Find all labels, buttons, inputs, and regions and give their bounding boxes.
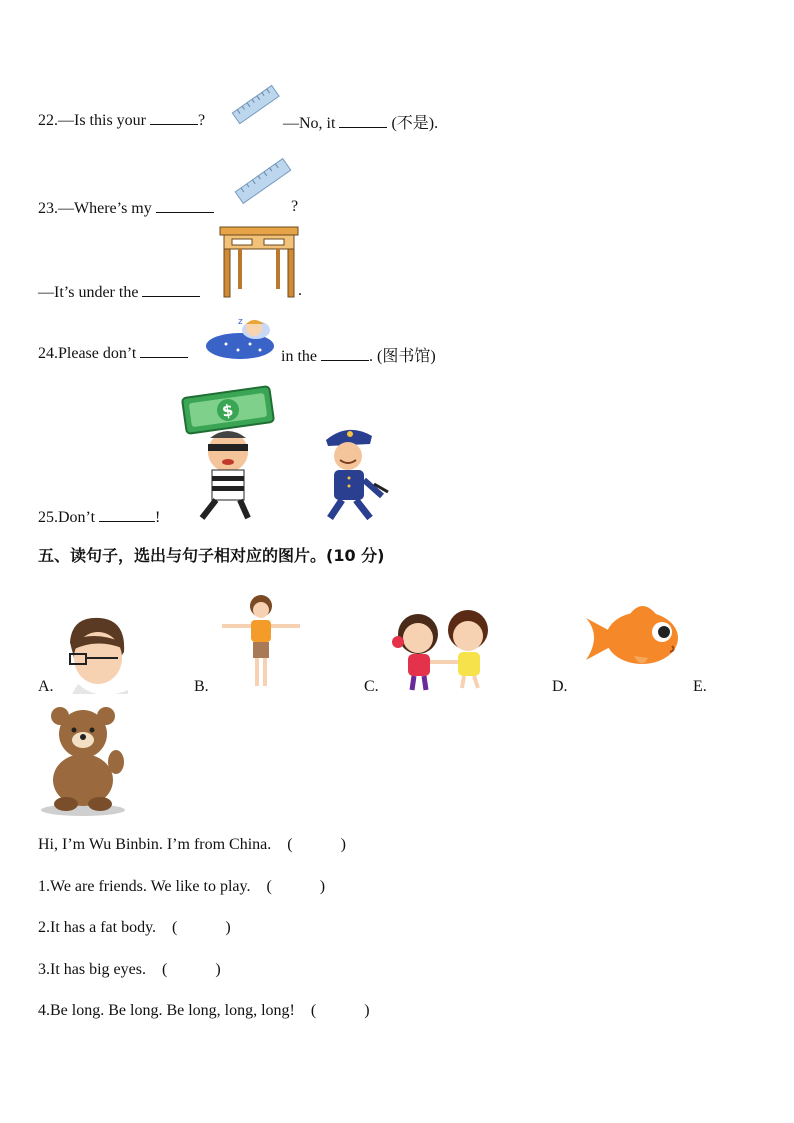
q23-blank-2[interactable] [142,282,200,297]
answer-paren-close[interactable]: ) [319,878,326,895]
sentence-2-text: 2.It has a fat body. [38,919,157,936]
q23-text-1: 23.—Where’s my [38,200,152,217]
answer-paren-close[interactable]: ) [215,961,221,978]
q24-blank-2[interactable] [321,346,369,361]
q22-text-4: (不是). [391,115,439,132]
answer-paren-open: ( [310,1002,317,1019]
answer-paren-open: ( [287,836,293,853]
question-23 [38,198,214,218]
question-25 [38,507,160,527]
q22-text-3: —No, it [283,115,336,132]
ruler-icon [232,150,294,212]
q24-text-2: in the [281,348,317,365]
q23-text-3: —It’s under the [38,284,139,301]
q22-blank-1[interactable] [150,110,198,125]
q24-text-1: 24.Please don’t [38,345,137,362]
q23-answer [38,282,200,302]
q22-blank-2[interactable] [339,113,387,128]
sentence-intro-text: Hi, I’m Wu Binbin. I’m from China. [38,836,272,853]
sentence-1 [38,878,325,896]
sleeping-icon [204,312,276,362]
girl-arms-out-icon [218,592,304,692]
q23-blank-1[interactable] [156,198,214,213]
q22-text-1: 22.—Is this your [38,112,146,129]
thief-icon [178,382,278,524]
question-24 [38,343,188,363]
q23-qmark: ? [291,198,299,215]
q25-blank-1[interactable] [99,507,155,522]
answer-paren-close[interactable]: ) [364,1002,370,1019]
sentence-intro [38,836,346,854]
desk-icon [218,225,300,299]
police-icon [312,420,392,524]
option-d-label: D. [552,678,568,695]
q25-text-1: 25.Don’t [38,509,96,526]
q22-answer [283,110,438,133]
answer-paren-open: ( [161,961,168,978]
q24-answer [281,343,436,366]
q22-text-2: ? [198,112,206,129]
option-a-label: A. [38,678,54,695]
bear-icon [38,704,128,818]
goldfish-icon [582,600,688,672]
ruler-icon [230,80,282,130]
q25-text-2: ! [155,509,161,526]
sentence-4 [38,1002,370,1020]
option-b-label: B. [194,678,209,695]
sentence-4-text: 4.Be long. Be long. Be long, long, long! [38,1002,295,1019]
q24-blank-1[interactable] [140,343,188,358]
question-22 [38,110,205,130]
sentence-3 [38,961,221,979]
option-c-label: C. [364,678,379,695]
answer-paren-close[interactable]: ) [340,836,346,853]
answer-paren-open: ( [172,919,178,936]
boy-with-glasses-icon [62,612,132,694]
two-friends-icon [386,606,498,694]
sentence-1-text: 1.We are friends. We like to play. [38,878,251,895]
answer-paren-open: ( [266,878,272,895]
answer-paren-close[interactable]: ) [225,919,231,936]
section-5-heading: 五、读句子，选出与句子相对应的图片。(10 分) [38,546,385,565]
svg-text:z: z [238,317,243,327]
svg-text:$: $ [220,400,235,421]
q23-period: . [298,282,302,299]
sentence-2 [38,919,231,937]
q24-text-3: . (图书馆) [369,348,436,365]
sentence-3-text: 3.It has big eyes. [38,961,146,978]
option-e-label: E. [693,678,707,695]
